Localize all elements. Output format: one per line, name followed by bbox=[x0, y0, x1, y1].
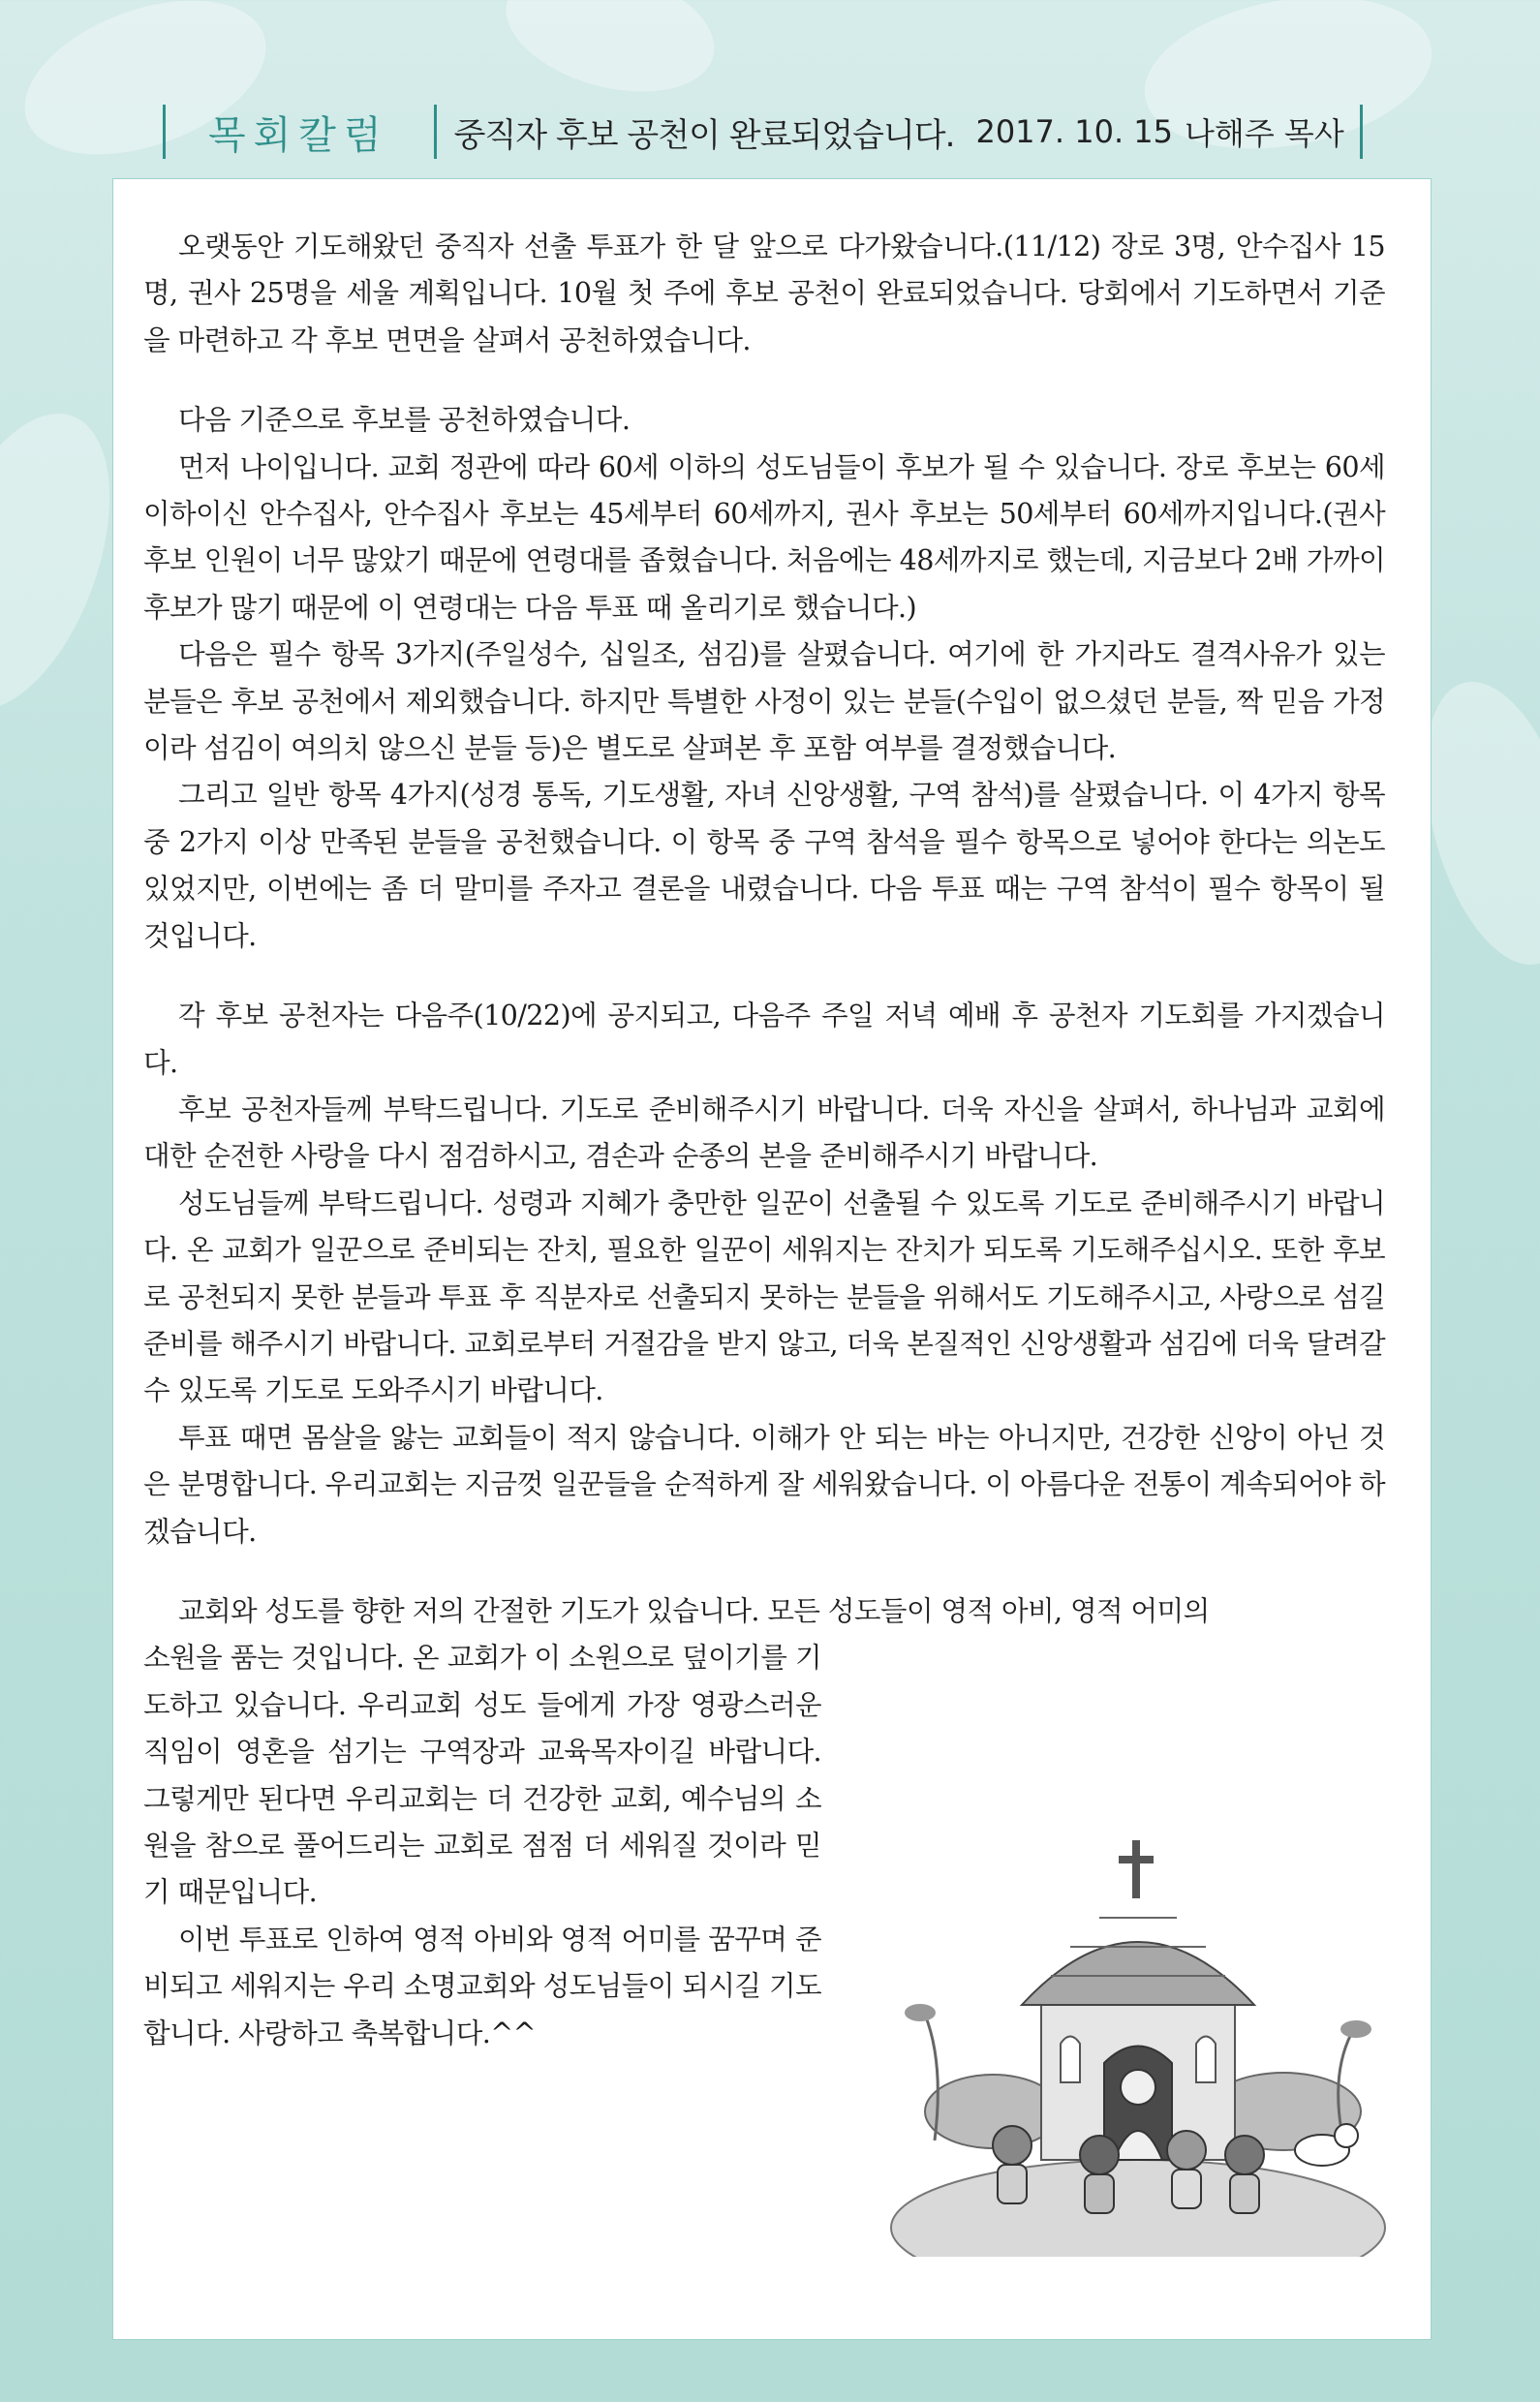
article-subject: 중직자 후보 공천이 완료되었습니다. bbox=[453, 115, 955, 155]
article-author: 나해주 목사 bbox=[1185, 115, 1344, 152]
church-illustration bbox=[877, 1821, 1395, 2257]
paragraph: 오랫동안 기도해왔던 중직자 선출 투표가 한 달 앞으로 다가왔습니다.(11/12) 장로 3명, 안수집사 15명, 권사 25명을 세울 계획입니다. 10월 첫 주에 후보 공천이 완료되었습니다. 당회에서 기도하면서 기준을 마련하고 각 후보 면면을 살펴서 공천하였습니다. bbox=[143, 230, 1385, 356]
article-date: 2017. 10. 15 bbox=[975, 113, 1174, 150]
header-divider bbox=[1360, 105, 1363, 159]
header-divider bbox=[434, 105, 437, 159]
paragraph: 성도님들께 부탁드립니다. 성령과 지혜가 충만한 일꾼이 선출될 수 있도록 기도로 준비해주시기 바랍니다. 온 교회가 일꾼으로 준비되는 잔치, 필요한 일꾼이 세워지는 잔치가 되도록 기도해주십시오. 또한 후보로 공천되지 못한 분들과 투표 후 직분자로 선출되지 못하는 분들을 위해서도 기도해주시고, 사랑으로 섬길 준비를 해주시기 바랍니다. 교회로부터 거절감을 받지 않고, 더욱 본질적인 신앙생활과 섬김에 더욱 달려갈 수 있도록 기도로 도와주시기 바랍니다. bbox=[143, 1186, 1385, 1407]
article-body bbox=[143, 223, 1385, 2056]
column-header bbox=[163, 97, 1377, 167]
paragraph: 투표 때면 몸살을 앓는 교회들이 적지 않습니다. 이해가 안 되는 바는 아니지만, 건강한 신앙이 아닌 것은 분명합니다. 우리교회는 지금껏 일꾼들을 순적하게 잘 세워왔습니다. 이 아름다운 전통이 계속되어야 하겠습니다. bbox=[143, 1420, 1385, 1548]
paragraph: 이번 투표로 인하여 영적 아비와 영적 어미를 꿈꾸며 준비되고 세워지는 우리 소명교회와 성도님들이 되시길 기도합니다. 사랑하고 축복합니다.^^ bbox=[143, 1922, 821, 2049]
paragraph: 먼저 나이입니다. 교회 정관에 따라 60세 이하의 성도님들이 후보가 될 수 있습니다. 장로 후보는 60세 이하이신 안수집사, 안수집사 후보는 45세부터 60세까지, 권사 후보는 50세부터 60세까지입니다.(권사 후보 인원이 너무 많았기 때문에 연령대를 좁혔습니다. 처음에는 48세까지로 했는데, 지금보다 2배 가까이 후보가 많기 때문에 이 연령대는 다음 투표 때 올리기로 했습니다.) bbox=[143, 449, 1385, 624]
column-title: 목회칼럼 bbox=[208, 112, 389, 158]
paragraph: 다음은 필수 항목 3가지(주일성수, 십일조, 섬김)를 살폈습니다. 여기에 한 가지라도 결격사유가 있는 분들은 후보 공천에서 제외했습니다. 하지만 특별한 사정이 있는 분들(수입이 없으셨던 분들, 짝 믿음 가정이라 섬김이 여의치 않으신 분들 등)은 별도로 살펴본 후 포함 여부를 결정했습니다. bbox=[143, 637, 1385, 765]
paragraph: 소원을 품는 것입니다. 온 교회가 이 소원으로 덮이기를 기도하고 있습니다. 우리교회 성도 들에게 가장 영광스러운 직임이 영혼을 섬기는 구역장과 교육목자이길 바랍니다. 그렇게만 된다면 우리교회는 더 건강한 교회, 예수님의 소원을 참으로 풀어드리는 교회로 점점 더 세워질 것이라 믿기 때문입니다. bbox=[143, 1641, 821, 1909]
paragraph: 다음 기준으로 후보를 공천하였습니다. bbox=[178, 403, 631, 437]
paragraph: 그리고 일반 항목 4가지(성경 통독, 기도생활, 자녀 신앙생활, 구역 참석)를 살폈습니다. 이 4가지 항목 중 2가지 이상 만족된 분들을 공천했습니다. 이 항목 중 구역 참석을 필수 항목으로 넣어야 한다는 의논도 있었지만, 이번에는 좀 더 말미를 주자고 결론을 내렸습니다. 다음 투표 때는 구역 참석이 필수 항목이 될 것입니다. bbox=[143, 778, 1385, 952]
paragraph: 교회와 성도를 향한 저의 간절한 기도가 있습니다. 모든 성도들이 영적 아비, 영적 어미의 bbox=[178, 1593, 1210, 1627]
paragraph: 각 후보 공천자는 다음주(10/22)에 공지되고, 다음주 주일 저녁 예배 후 공천자 기도회를 가지겠습니다. bbox=[143, 999, 1385, 1079]
background-petal bbox=[492, 0, 728, 112]
paragraph: 후보 공천자들께 부탁드립니다. 기도로 준비해주시기 바랍니다. 더욱 자신을 살펴서, 하나님과 교회에 대한 순전한 사랑을 다시 점검하시고, 겸손과 순종의 본을 준비해주시기 바랍니다. bbox=[143, 1092, 1385, 1173]
header-divider bbox=[163, 105, 166, 159]
